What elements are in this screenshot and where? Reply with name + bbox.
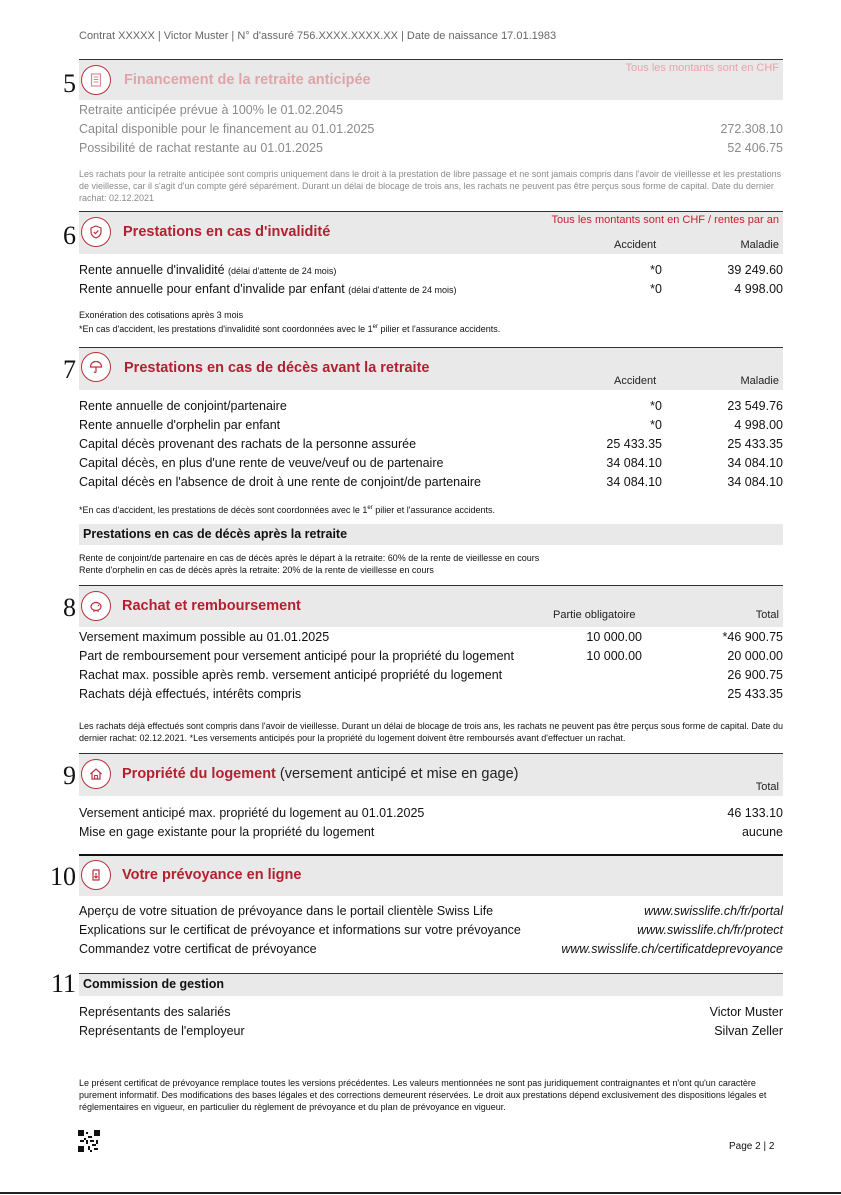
download-icon — [81, 860, 111, 890]
certificate-link[interactable]: www.swisslife.ch/certificatdeprevoyance — [561, 942, 783, 956]
table-cell-total: 20 000.00 — [727, 649, 783, 663]
table-cell-maladie: 4 998.00 — [734, 418, 783, 432]
section-note: Les rachats pour la retraite anticipée sont compris uniquement dans le droit à la prestation de libre passage et ne sont jamais compris dans l'avoir de vieillesse et les prestations de vieillesse, car il s'agit d'un compte géré séparément. Durant un délai de blocage de trois ans, les rachats ne peuvent pas être perçus sous forme de capital. Date du dernier rachat: 02.12.2021 — [79, 169, 782, 203]
currency-note: Tous les montants sont en CHF / rentes par an — [551, 214, 779, 226]
section-footnote: *En cas d'accident, les prestations de décès sont coordonnées avec le 1er pilier et l'assurance accidents. — [79, 505, 496, 515]
document-icon — [81, 65, 111, 95]
subsection-title: Prestations en cas de décès après la retraite — [83, 527, 348, 541]
table-row-label: Versement anticipé max. propriété du logement au 01.01.2025 — [79, 806, 425, 820]
table-row-label: Capital décès provenant des rachats de la personne assurée — [79, 437, 417, 451]
section-title: Prestations en cas de décès avant la retraite — [124, 360, 430, 376]
section-title: Rachat et remboursement — [122, 598, 301, 614]
protect-link[interactable]: www.swisslife.ch/fr/protect — [637, 923, 783, 937]
table-row-label: Mise en gage existante pour la propriété du logement — [79, 825, 375, 839]
section-note: Rente d'orphelin en cas de décès après la retraite: 20% de la rente de vieillesse en cours — [79, 565, 434, 575]
column-header-accident: Accident — [614, 239, 657, 251]
qr-code-icon — [78, 1130, 100, 1152]
table-cell-total: aucune — [741, 825, 783, 839]
table-cell-maladie: 25 433.35 — [727, 437, 783, 451]
section-number: 8 — [63, 593, 76, 622]
footer-disclaimer: Le présent certificat de prévoyance remplace toutes les versions précédentes. Les valeurs mentionnées ne sont pas juridiquement contraignantes et n'ont qu'un caractère purement informatif. Des modifications des bases légales et des corrections demeurent réservées. Le droit aux prestations dépend exclusivement des dispositions légales et réglementaires en vigueur, en particulier du règlement de prévoyance et du plan de prévoyance en vigueur. — [79, 1078, 767, 1112]
column-header-partie-obligatoire: Partie obligatoire — [553, 609, 636, 621]
column-header-maladie: Maladie — [740, 239, 779, 251]
table-row-label: Rente annuelle de conjoint/partenaire — [79, 399, 287, 413]
table-row-label: Capital décès, en plus d'une rente de veuve/veuf ou de partenaire — [79, 456, 444, 470]
umbrella-icon — [81, 352, 111, 382]
section-number: 10 — [50, 862, 76, 891]
table-cell-accident: *0 — [650, 263, 662, 277]
section-number: 11 — [50, 969, 76, 998]
table-row-label: Rente annuelle d'invalidité (délai d'attente de 24 mois) — [79, 263, 337, 277]
section-title: Votre prévoyance en ligne — [122, 867, 302, 883]
table-row-label: Rente annuelle d'orphelin par enfant — [79, 418, 281, 432]
column-header-total: Total — [755, 609, 779, 621]
table-row-label: Rente annuelle pour enfant d'invalide par enfant (délai d'attente de 24 mois) — [79, 282, 457, 296]
table-row-label: Part de remboursement pour versement anticipé pour la propriété du logement — [79, 649, 514, 663]
page-number: Page 2 | 2 — [729, 1141, 775, 1152]
table-cell-maladie: 39 249.60 — [727, 263, 783, 277]
table-cell-obligatoire: 10 000.00 — [586, 630, 642, 644]
shield-icon — [81, 217, 111, 247]
table-row-label: Versement maximum possible au 01.01.2025 — [79, 630, 330, 644]
column-header-total: Total — [755, 781, 779, 793]
section-note: Exonération des cotisations après 3 mois — [79, 310, 244, 320]
table-row-value: 272.308.10 — [720, 122, 783, 136]
table-row-label: Représentants de l'employeur — [79, 1024, 245, 1038]
section-note: Rente de conjoint/de partenaire en cas de décès après le départ à la retraite: 60% de la rente de vieillesse en cours — [79, 553, 540, 563]
table-cell-accident: 34 084.10 — [606, 475, 662, 489]
table-cell-accident: 25 433.35 — [606, 437, 662, 451]
table-row-label: Explications sur le certificat de prévoyance et informations sur votre prévoyance — [79, 923, 521, 937]
section-number: 9 — [63, 761, 76, 790]
document-header: Contrat XXXXX | Victor Muster | N° d'assuré 756.XXXX.XXXX.XX | Date de naissance 17.01.1983 — [79, 30, 557, 42]
bottom-rule — [0, 1192, 841, 1194]
table-cell-accident: *0 — [650, 399, 662, 413]
section-number: 6 — [63, 221, 76, 250]
table-row-label: Retraite anticipée prévue à 100% le 01.02.2045 — [79, 103, 344, 117]
table-row-label: Aperçu de votre situation de prévoyance dans le portail clientèle Swiss Life — [79, 904, 494, 918]
table-row-label: Capital décès en l'absence de droit à une rente de conjoint/de partenaire — [79, 475, 481, 489]
table-cell-accident: *0 — [650, 418, 662, 432]
section-number: 7 — [63, 355, 76, 384]
column-header-accident: Accident — [614, 375, 657, 387]
section-title: Propriété du logement (versement anticipé et mise en gage) — [122, 766, 519, 782]
table-row-label: Rachats déjà effectués, intérêts compris — [79, 687, 302, 701]
table-cell-maladie: 34 084.10 — [727, 475, 783, 489]
section-title: Commission de gestion — [83, 977, 224, 991]
table-cell-obligatoire: 10 000.00 — [586, 649, 642, 663]
table-row-label: Capital disponible pour le financement au 01.01.2025 — [79, 122, 375, 136]
table-cell-accident: *0 — [650, 282, 662, 296]
table-cell-total: 26 900.75 — [727, 668, 783, 682]
section-title: Prestations en cas d'invalidité — [123, 224, 331, 240]
house-icon — [81, 759, 111, 789]
column-header-maladie: Maladie — [740, 375, 779, 387]
table-row-label: Commandez votre certificat de prévoyance — [79, 942, 317, 956]
table-cell-total: *46 900.75 — [722, 630, 783, 644]
portal-link[interactable]: www.swisslife.ch/fr/portal — [644, 904, 783, 918]
table-cell-maladie: 34 084.10 — [727, 456, 783, 470]
section-footnote: *En cas d'accident, les prestations d'invalidité sont coordonnées avec le 1er pilier et l'assurance accidents. — [79, 324, 501, 334]
table-cell-maladie: 23 549.76 — [727, 399, 783, 413]
table-row-value: 52 406.75 — [727, 141, 783, 155]
table-cell-accident: 34 084.10 — [606, 456, 662, 470]
table-cell-maladie: 4 998.00 — [734, 282, 783, 296]
table-row-value: Silvan Zeller — [714, 1024, 783, 1038]
currency-note: Tous les montants sont en CHF — [625, 62, 779, 74]
section-title: Financement de la retraite anticipée — [124, 72, 371, 88]
table-row-label: Possibilité de rachat restante au 01.01.2025 — [79, 141, 323, 155]
section-number: 5 — [63, 69, 76, 98]
table-cell-total: 25 433.35 — [727, 687, 783, 701]
piggy-bank-icon — [81, 591, 111, 621]
table-row-label: Rachat max. possible après remb. versement anticipé propriété du logement — [79, 668, 503, 682]
section-note: Les rachats déjà effectués sont compris dans l'avoir de vieillesse. Durant un délai de blocage de trois ans, les rachats ne peuvent pas être perçus sous forme de capital. Date du dernier rachat: 02.12.2021. *Les versements anticipés pour la propriété du logement doivent être remboursés avant d'effectuer un rachat. — [79, 721, 783, 743]
table-row-value: Victor Muster — [709, 1005, 783, 1019]
table-cell-total: 46 133.10 — [727, 806, 783, 820]
table-row-label: Représentants des salariés — [79, 1005, 231, 1019]
